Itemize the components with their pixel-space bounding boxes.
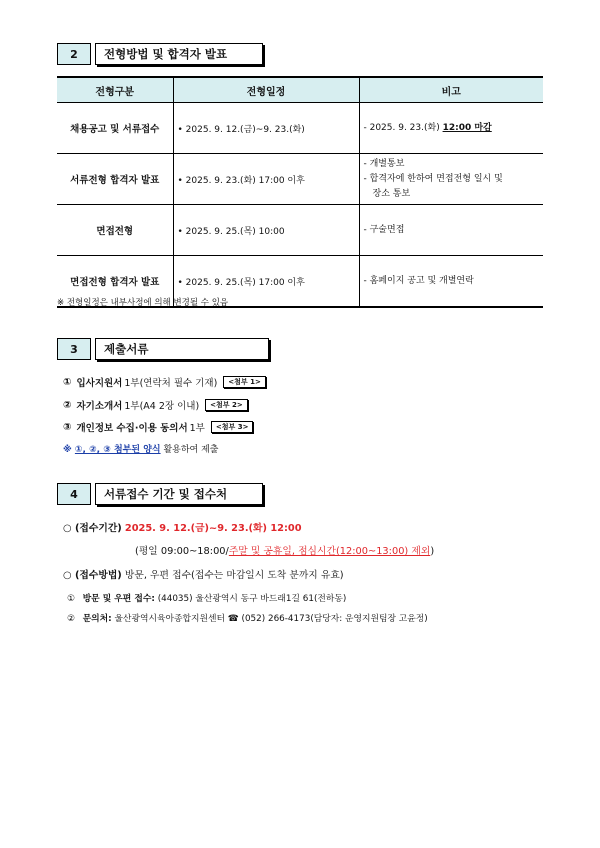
date-cell: • 2025. 9. 23.(화) 17:00 이후 — [173, 154, 359, 205]
table-row — [57, 205, 543, 256]
column-header: 전형일정 — [173, 77, 359, 103]
document-detail: 1부 — [189, 423, 205, 434]
section-3-header — [57, 338, 269, 360]
contact-value: 울산광역시육아종합지원센터 ☎ (052) 266-4173(담당자: 운영지원팀장 고윤정) — [114, 614, 428, 624]
document-detail: 1부(A4 2장 이내) — [124, 401, 200, 412]
documents-note — [63, 442, 218, 455]
period-label: ○ (접수기간) — [63, 523, 122, 534]
table-header-row — [57, 77, 543, 103]
item-number: ② — [67, 614, 75, 624]
section-title: 전형방법 및 합격자 발표 — [95, 43, 263, 65]
section-number: 2 — [57, 43, 91, 65]
attachment-tag: <첨부 2> — [205, 399, 248, 411]
document-name: 개인정보 수집·이용 동의서 — [76, 423, 188, 434]
document-name: 입사지원서 — [76, 378, 123, 389]
note-cell: - 구술면접 — [359, 205, 543, 256]
business-hours — [135, 543, 434, 557]
note-text: - 2025. 9. 23.(화) — [363, 122, 443, 133]
date-cell: • 2025. 9. 12.(금)~9. 23.(화) — [173, 103, 359, 154]
attachment-tag: <첨부 3> — [211, 421, 254, 433]
schedule-table — [57, 76, 543, 308]
column-header: 비고 — [359, 77, 543, 103]
contact-label: 문의처: — [82, 614, 112, 624]
item-number: ① — [63, 376, 72, 388]
table-row — [57, 154, 543, 205]
document-detail: 1부(연락처 필수 기재) — [124, 378, 218, 389]
table-row — [57, 103, 543, 154]
document-item — [63, 420, 253, 434]
section-number: 4 — [57, 483, 91, 505]
category-cell: 면접전형 — [57, 205, 173, 256]
address-label: 방문 및 우편 접수: — [82, 594, 155, 604]
address-value: (44035) 울산광역시 동구 바드래1길 61(전하동) — [157, 594, 347, 604]
category-cell: 면접전형 합격자 발표 — [57, 256, 173, 308]
application-method — [63, 567, 344, 581]
attached-forms-link: ①, ②, ③ 첨부된 양식 — [74, 445, 161, 455]
note-text: - 개별통보 — [363, 158, 405, 169]
section-number: 3 — [57, 338, 91, 360]
note-suffix: 활용하여 제출 — [160, 445, 219, 455]
document-item — [63, 398, 248, 412]
method-value: 방문, 우편 접수(접수는 마감일시 도착 분까지 유효) — [124, 570, 344, 581]
address-line — [67, 591, 346, 604]
item-number: ③ — [63, 421, 72, 433]
date-cell: • 2025. 9. 25.(목) 10:00 — [173, 205, 359, 256]
date-cell: • 2025. 9. 25.(목) 17:00 이후 — [173, 256, 359, 308]
hours-text: ) — [430, 546, 435, 557]
period-value: 2025. 9. 12.(금)~9. 23.(화) 12:00 — [124, 523, 302, 534]
hours-text: (평일 09:00~18:00/ — [135, 546, 229, 557]
category-cell: 채용공고 및 서류접수 — [57, 103, 173, 154]
note-prefix: ※ — [63, 445, 75, 455]
note-text: 장소 통보 — [372, 188, 411, 199]
item-number: ① — [67, 594, 75, 604]
schedule-footnote: ※ 전형일정은 내부사정에 의해 변경될 수 있음 — [57, 298, 229, 308]
deadline-text: 12:00 마감 — [442, 122, 492, 133]
note-cell — [359, 103, 543, 154]
category-cell: 서류전형 합격자 발표 — [57, 154, 173, 205]
section-4-header — [57, 483, 263, 505]
note-cell: - 홈페이지 공고 및 개별연락 — [359, 256, 543, 308]
item-number: ② — [63, 399, 72, 411]
method-label: ○ (접수방법) — [63, 570, 122, 581]
note-cell — [359, 154, 543, 205]
section-title: 제출서류 — [95, 338, 269, 360]
application-period — [63, 520, 302, 534]
column-header: 전형구분 — [57, 77, 173, 103]
contact-line — [67, 611, 428, 624]
document-item — [63, 375, 266, 389]
note-text: - 합격자에 한하여 면접전형 일시 및 — [363, 173, 503, 184]
hours-exclusion: 주말 및 공휴일, 점심시간(12:00~13:00) 제외 — [228, 546, 431, 557]
attachment-tag: <첨부 1> — [223, 376, 266, 388]
section-title: 서류접수 기간 및 접수처 — [95, 483, 263, 505]
section-2-header — [57, 43, 263, 65]
document-name: 자기소개서 — [76, 401, 123, 412]
